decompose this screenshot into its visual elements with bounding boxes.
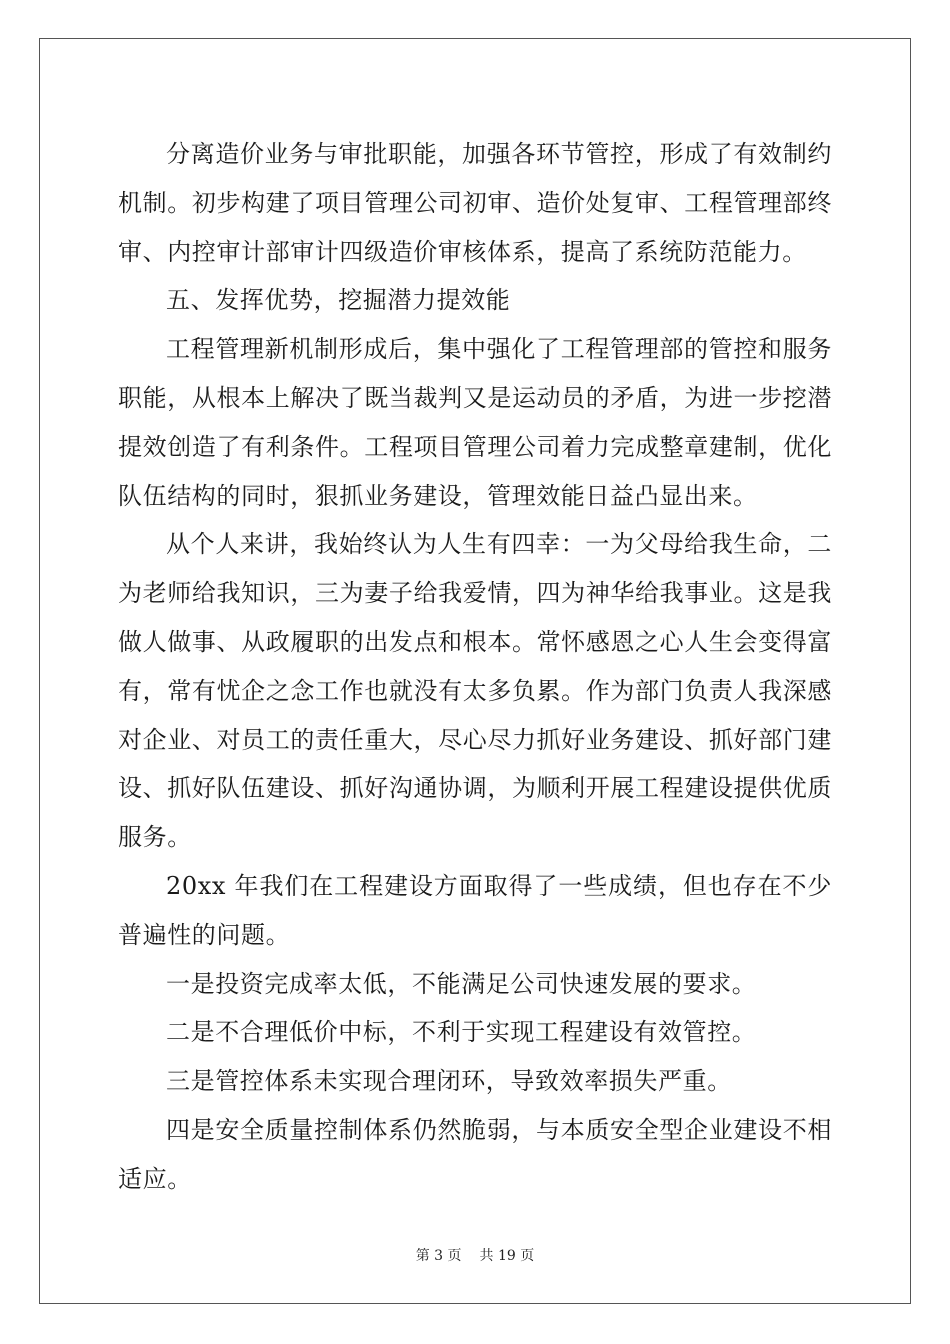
page-number: 第 3 页 (415, 1248, 462, 1264)
page-footer (0, 1245, 950, 1265)
paragraph: 工程管理新机制形成后，集中强化了工程管理部的管控和服务职能，从根本上解决了既当裁判又是运动员的矛盾，为进一步挖潜提效创造了有利条件。工程项目管理公司着力完成整章建制，优化队伍结构的同时，狠抓业务建设，管理效能日益凸显出来。 (118, 335, 832, 510)
paragraph: 分离造价业务与审批职能，加强各环节管控，形成了有效制约机制。初步构建了项目管理公司初审、造价处复审、工程管理部终审、内控审计部审计四级造价审核体系，提高了系统防范能力。 (118, 140, 832, 266)
list-item: 二是不合理低价中标，不利于实现工程建设有效管控。 (166, 1018, 757, 1047)
list-item: 一是投资完成率太低，不能满足公司快速发展的要求。 (166, 969, 757, 998)
list-item: 四是安全质量控制体系仍然脆弱，与本质安全型企业建设不相适应。 (118, 1115, 832, 1193)
document-body (118, 130, 832, 1204)
paragraph: 从个人来讲，我始终认为人生有四幸：一为父母给我生命，二为老师给我知识，三为妻子给我爱情，四为神华给我事业。这是我做人做事、从政履职的出发点和根本。常怀感恩之心人生会变得富有，常有忧企之念工作也就没有太多负累。作为部门负责人我深感对企业、对员工的责任重大，尽心尽力抓好业务建设、抓好部门建设、抓好队伍建设、抓好沟通协调，为顺利开展工程建设提供优质服务。 (118, 530, 832, 852)
page-total: 共 19 页 (479, 1248, 535, 1264)
section-heading: 五、发挥优势，挖掘潜力提效能 (166, 286, 511, 315)
list-item: 三是管控体系未实现合理闭环，导致效率损失严重。 (166, 1067, 732, 1096)
paragraph: 20xx 年我们在工程建设方面取得了一些成绩，但也存在不少普遍性的问题。 (118, 871, 832, 949)
